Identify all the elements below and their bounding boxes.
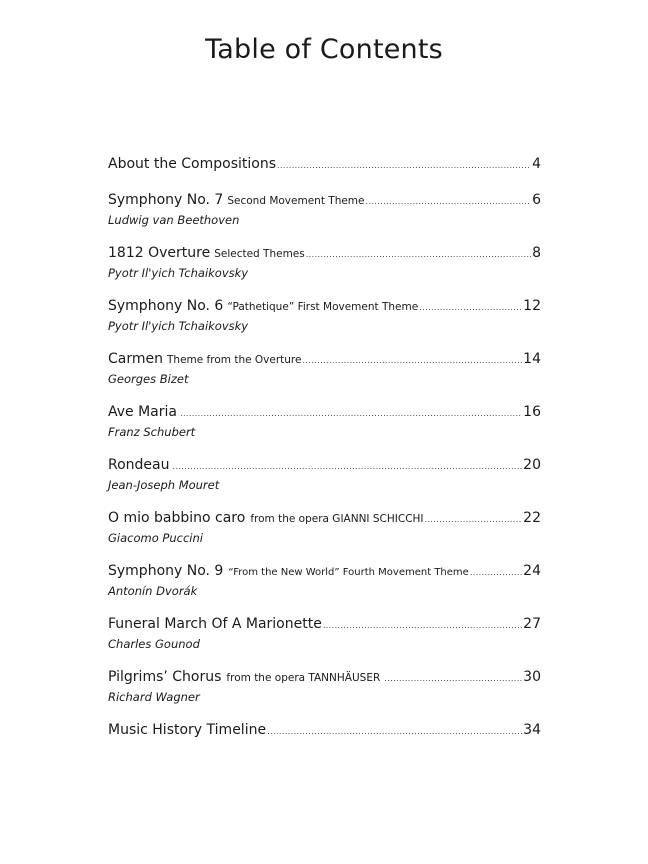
toc-line	[108, 242, 541, 266]
toc-entry-ave-maria[interactable]	[108, 401, 541, 440]
toc-entry-o-mio-babbino-caro[interactable]	[108, 507, 541, 546]
toc-title: Pilgrims’ Chorus	[108, 669, 222, 685]
toc-page-number: 22	[523, 510, 541, 526]
toc-line	[108, 666, 541, 690]
toc-line	[108, 507, 541, 531]
dot-leader	[180, 403, 522, 425]
toc-page-number: 6	[532, 192, 541, 208]
toc-line	[108, 613, 541, 637]
toc-entry-funeral-march[interactable]	[108, 613, 541, 652]
toc-page-number: 27	[523, 616, 541, 632]
toc-subtitle: from the opera GIANNI SCHICCHI	[250, 513, 424, 525]
toc-page-number: 24	[523, 563, 541, 579]
dot-leader	[470, 562, 522, 584]
dot-leader	[277, 155, 531, 177]
toc-composer: Antonín Dvorák	[108, 584, 198, 598]
toc-line	[108, 560, 541, 584]
dot-leader	[173, 456, 523, 478]
toc-line	[108, 454, 541, 478]
dot-leader	[267, 721, 522, 743]
toc-page-number: 20	[523, 457, 541, 473]
toc-subtitle: Theme from the Overture	[167, 354, 302, 366]
toc-composer: Georges Bizet	[108, 372, 189, 386]
toc-page-number: 14	[523, 351, 541, 367]
toc-line	[108, 189, 541, 213]
toc-title: Music History Timeline	[108, 722, 267, 738]
toc-entry-1812-overture[interactable]	[108, 242, 541, 281]
toc-title: Funeral March Of A Marionette	[108, 616, 322, 632]
page-title: Table of Contents	[205, 34, 443, 65]
toc-page-number: 16	[523, 404, 541, 420]
toc-page-number: 34	[523, 722, 541, 738]
toc-title: Symphony No. 9	[108, 563, 224, 579]
toc-subtitle: Selected Themes	[214, 248, 305, 260]
toc-entry-symphony-9[interactable]	[108, 560, 541, 599]
toc-line	[108, 401, 541, 425]
toc-title: About the Compositions	[108, 156, 276, 172]
toc-subtitle: “From the New World” Fourth Movement Theme	[228, 567, 469, 578]
toc-page-number: 8	[532, 245, 541, 261]
toc-subtitle: Second Movement Theme	[227, 195, 365, 207]
toc-line	[108, 719, 541, 743]
toc-entry-symphony-7[interactable]	[108, 189, 541, 228]
toc-page-number: 12	[523, 298, 541, 314]
toc-entry-carmen[interactable]	[108, 348, 541, 387]
toc-composer: Richard Wagner	[108, 690, 200, 704]
toc-composer: Charles Gounod	[108, 637, 200, 651]
toc-title: Carmen	[108, 351, 163, 367]
toc-composer: Franz Schubert	[108, 425, 196, 439]
dot-leader	[419, 297, 522, 319]
toc-line	[108, 153, 541, 177]
toc-title: Symphony No. 6	[108, 298, 224, 314]
toc-composer: Ludwig van Beethoven	[108, 213, 240, 227]
toc-page-number: 4	[532, 156, 541, 172]
toc-composer: Jean-Joseph Mouret	[108, 478, 220, 492]
dot-leader	[366, 191, 532, 213]
dot-leader	[425, 509, 523, 531]
toc-line	[108, 295, 541, 319]
dot-leader	[323, 615, 522, 637]
toc-entry-rondeau[interactable]	[108, 454, 541, 493]
dot-leader	[306, 244, 531, 266]
toc-title: Rondeau	[108, 457, 170, 473]
toc-entry-about[interactable]	[108, 153, 541, 177]
toc-entry-pilgrims-chorus[interactable]	[108, 666, 541, 705]
toc-composer: Pyotr Il'yich Tchaikovsky	[108, 319, 249, 333]
toc-composer: Pyotr Il'yich Tchaikovsky	[108, 266, 249, 280]
toc-entry-music-history-timeline[interactable]	[108, 719, 541, 743]
toc-title: O mio babbino caro	[108, 510, 246, 526]
toc-entry-symphony-6[interactable]	[108, 295, 541, 334]
toc-subtitle: “Pathetique” First Movement Theme	[227, 301, 419, 313]
toc-title: Symphony No. 7	[108, 192, 224, 208]
toc-subtitle: from the opera TANNHÄUSER	[226, 672, 381, 684]
toc-composer: Giacomo Puccini	[108, 531, 203, 545]
toc-title: Ave Maria	[108, 404, 177, 420]
dot-leader	[384, 668, 522, 690]
toc-line	[108, 348, 541, 372]
toc-page-number: 30	[523, 669, 541, 685]
toc-title: 1812 Overture	[108, 245, 211, 261]
dot-leader	[302, 350, 522, 372]
